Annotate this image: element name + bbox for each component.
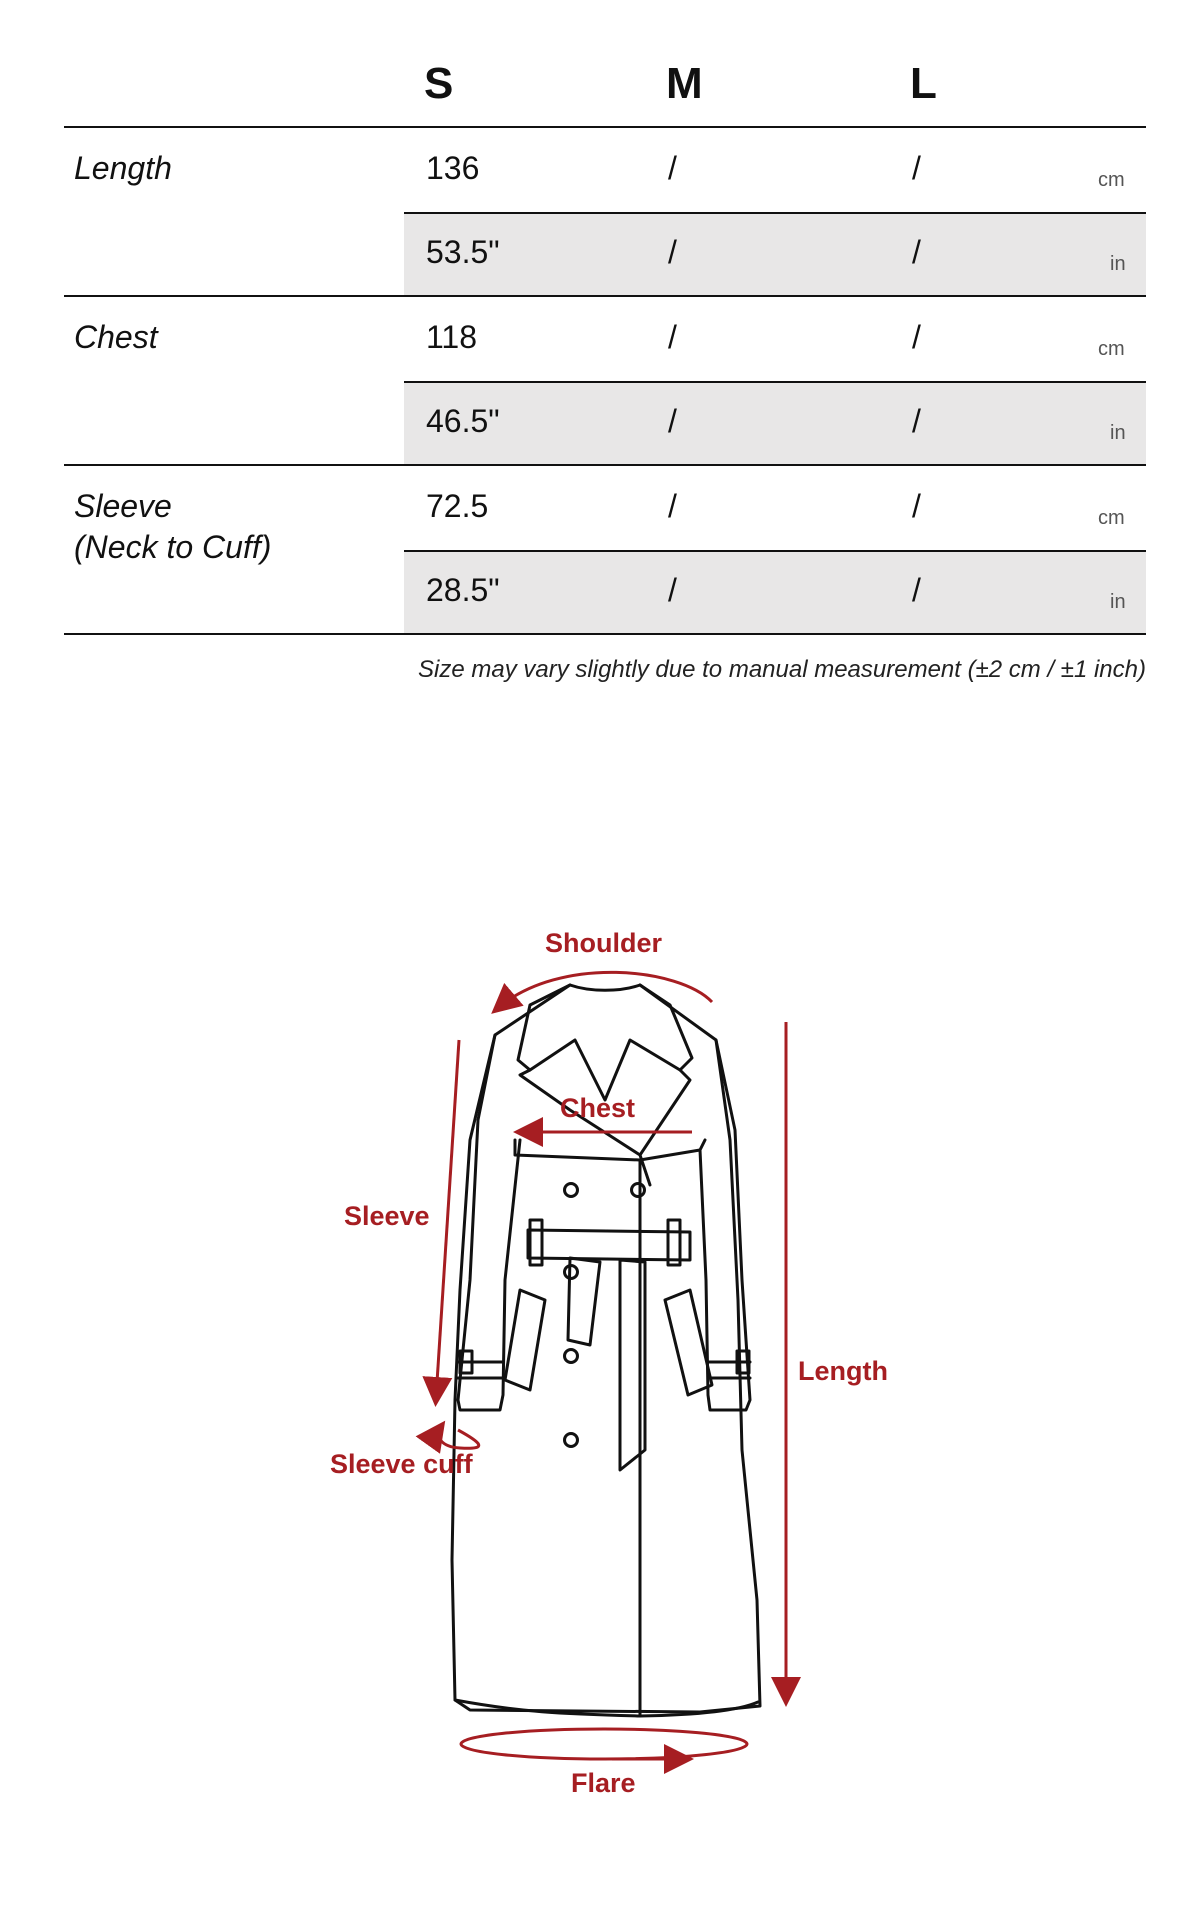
coat-button	[565, 1184, 578, 1197]
cell-sleeve-m-cm: /	[668, 488, 677, 524]
coat-diagram	[0, 900, 1200, 1800]
coat-button	[565, 1434, 578, 1447]
row-label-sleeve: Sleeve	[74, 488, 172, 524]
size-header-s: S	[424, 59, 454, 108]
label-chest: Chest	[560, 1093, 636, 1123]
coat-belt	[528, 1230, 690, 1260]
table-rule-bottom	[64, 633, 1146, 635]
table-rule-top	[64, 126, 1146, 128]
cell-length-s-in: 53.5"	[426, 234, 500, 270]
cell-chest-m-cm: /	[668, 319, 677, 355]
coat-button	[632, 1184, 645, 1197]
table-rule-inner	[404, 550, 1146, 552]
unit-cm: cm	[1098, 507, 1125, 529]
belt-loop-right	[668, 1220, 680, 1265]
table-rule-inner	[404, 381, 1146, 383]
table-rule	[64, 295, 1146, 297]
coat-right-cuff	[708, 1362, 750, 1378]
cell-sleeve-s-cm: 72.5	[426, 488, 489, 524]
label-sleeve-cuff: Sleeve cuff	[330, 1449, 473, 1479]
belt-tail	[568, 1258, 645, 1470]
cell-chest-s-cm: 118	[426, 319, 478, 355]
cell-chest-s-in: 46.5"	[426, 403, 500, 439]
row-label-length: Length	[74, 150, 172, 186]
row-label-chest: Chest	[74, 319, 158, 355]
label-shoulder: Shoulder	[545, 928, 663, 958]
row-sublabel-sleeve: (Neck to Cuff)	[74, 529, 272, 565]
label-length: Length	[798, 1356, 888, 1386]
sleeve-cuff-arrow	[438, 1428, 479, 1448]
coat-pocket-left	[505, 1290, 545, 1390]
cell-length-l-in: /	[912, 234, 921, 270]
unit-in: in	[1110, 253, 1126, 275]
unit-in: in	[1110, 591, 1126, 613]
coat-left-cuff	[458, 1362, 503, 1378]
cell-sleeve-s-in: 28.5"	[426, 572, 500, 608]
coat-lapel	[520, 1070, 690, 1185]
unit-cm: cm	[1098, 338, 1125, 360]
size-header-l: L	[910, 59, 937, 108]
row-band-sleeve-in	[404, 552, 1146, 634]
cell-length-m-cm: /	[668, 150, 677, 186]
sleeve-arrow	[436, 1040, 459, 1398]
row-band-chest-in	[404, 383, 1146, 465]
measurement-note: Size may vary slightly due to manual measurement (±2 cm / ±1 inch)	[418, 656, 1146, 683]
flare-ellipse	[461, 1729, 747, 1759]
cell-length-m-in: /	[668, 234, 677, 270]
size-header-m: M	[666, 59, 703, 108]
table-rule-inner	[404, 212, 1146, 214]
coat-storm-flap	[515, 1140, 705, 1160]
cell-chest-l-cm: /	[912, 319, 921, 355]
label-flare: Flare	[571, 1768, 636, 1798]
cell-sleeve-l-in: /	[912, 572, 921, 608]
table-rule	[64, 464, 1146, 466]
unit-cm: cm	[1098, 169, 1125, 191]
cell-sleeve-m-in: /	[668, 572, 677, 608]
cell-length-l-cm: /	[912, 150, 921, 186]
label-sleeve: Sleeve	[344, 1201, 430, 1231]
cell-chest-m-in: /	[668, 403, 677, 439]
coat-button	[565, 1350, 578, 1363]
cell-chest-l-in: /	[912, 403, 921, 439]
row-band-length-in	[404, 214, 1146, 296]
cell-sleeve-l-cm: /	[912, 488, 921, 524]
coat-hem	[455, 1700, 758, 1716]
measurement-arrows	[436, 972, 786, 1759]
unit-in: in	[1110, 422, 1126, 444]
cell-length-s-cm: 136	[426, 150, 480, 186]
